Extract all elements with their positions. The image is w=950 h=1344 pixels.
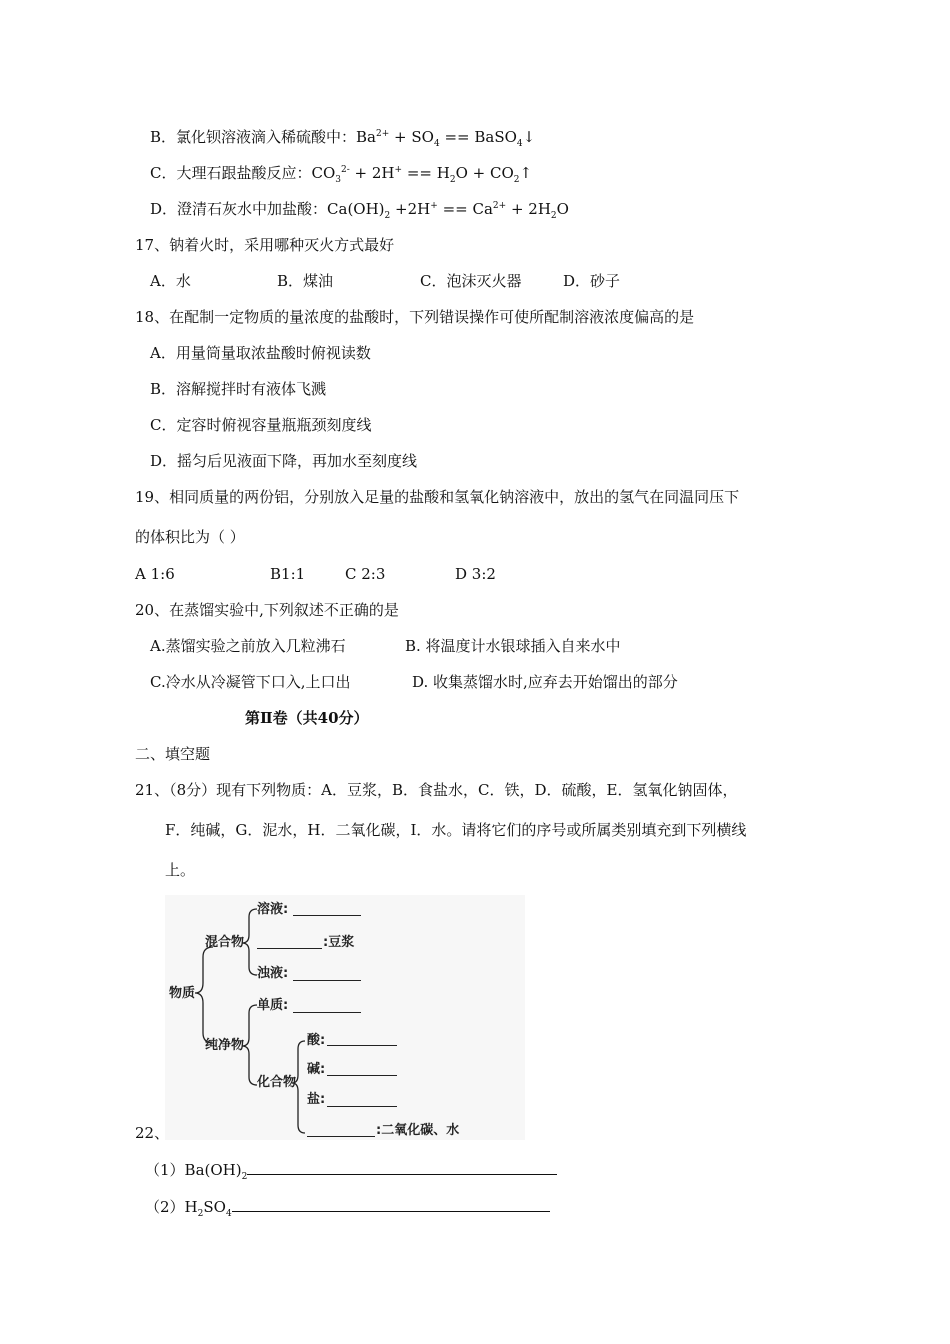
charge: +: [394, 165, 403, 175]
formula-text: Ca(OH): [327, 200, 385, 218]
tree-suspension: 浊液:: [257, 966, 289, 981]
precipitate-arrow-icon: ↓: [522, 128, 536, 146]
q16-option-b-label: B．氯化钡溶液滴入稀硫酸中：: [150, 128, 357, 146]
q21-line2: F．纯碱，G．泥水，H．二氧化碳，I．水。请将它们的序号或所属类别填充到下列横线: [165, 821, 747, 839]
q18-option-b: B．溶解搅拌时有液体飞溅: [150, 380, 327, 398]
q16-option-b: [150, 127, 535, 147]
tree-base: 碱:: [307, 1062, 326, 1077]
formula-text: == Ca: [437, 200, 493, 218]
classification-tree-diagram: [165, 895, 525, 1140]
q22-part2-formula: （2）H: [145, 1198, 198, 1216]
tree-colloid-suffix: :豆浆: [323, 935, 355, 950]
q17-option-d: D．砂子: [563, 272, 621, 290]
q20-option-d: D. 收集蒸馏水时,应弃去开始馏出的部分: [412, 673, 678, 691]
q22-part1-answer-blank[interactable]: [247, 1160, 557, 1175]
q19-option-c: C 2:3: [345, 565, 386, 583]
tree-pure: 纯净物: [205, 1038, 245, 1053]
tree-brackets: [165, 895, 525, 1140]
subscript: 4: [433, 139, 440, 149]
subscript: 2: [197, 1209, 204, 1219]
q17-option-b: B．煤油: [277, 272, 334, 290]
tree-mixture: 混合物: [205, 935, 245, 950]
q19-stem-line1: 19、相同质量的两份铝，分别放入足量的盐酸和氢氧化钠溶液中，放出的氢气在同温同压下: [135, 488, 740, 506]
q21-line1: 21、（8分）现有下列物质：A．豆浆，B．食盐水，C．铁，D．硫酸，E．氢氧化钠固体，: [135, 781, 738, 799]
q19-option-b: B1:1: [270, 565, 306, 583]
subscript: 2: [241, 1172, 248, 1182]
formula-text: O + CO: [455, 164, 514, 182]
formula-text: + 2H: [506, 200, 551, 218]
tree-acid: 酸:: [307, 1033, 326, 1048]
charge: 2+: [492, 201, 507, 211]
charge: 2+: [376, 129, 390, 139]
q22-part1-formula: （1）Ba(OH): [145, 1161, 242, 1179]
q20-option-c: C.冷水从冷凝管下口入,上口出: [150, 673, 351, 691]
formula-text: == BaSO: [439, 128, 517, 146]
q22-label: 22、: [135, 1124, 170, 1142]
gas-arrow-icon: ↑: [519, 164, 533, 182]
q20-option-b: B. 将温度计水银球插入自来水中: [405, 637, 621, 655]
subscript: 2: [513, 175, 520, 185]
q20-stem: 20、在蒸馏实验中,下列叙述不正确的是: [135, 601, 399, 619]
section-heading: 二、填空题: [135, 745, 211, 763]
tree-salt: 盐:: [307, 1092, 326, 1107]
tree-root: 物质: [169, 986, 196, 1001]
subscript: 2: [449, 175, 456, 185]
subscript: 2: [550, 211, 557, 221]
q22-part2-answer-blank[interactable]: [232, 1197, 550, 1212]
pure-brace: [242, 1005, 257, 1085]
formula-text: CO: [311, 164, 336, 182]
q18-option-c: C．定容时俯视容量瓶瓶颈刻度线: [150, 416, 372, 434]
q20-option-a: A.蒸馏实验之前放入几粒沸石: [150, 637, 346, 655]
q19-option-d: D 3:2: [455, 565, 496, 583]
root-brace: [195, 947, 213, 1043]
q16-option-d: [150, 199, 569, 219]
blank-acid[interactable]: [327, 1045, 397, 1046]
formula-text: == H: [402, 164, 450, 182]
formula-text: O: [556, 200, 569, 218]
subscript: 4: [516, 139, 523, 149]
q17-option-c: C．泡沫灭火器: [420, 272, 522, 290]
q18-stem: 18、在配制一定物质的量浓度的盐酸时，下列错误操作可使所配制溶液浓度偏高的是: [135, 308, 695, 326]
q22-part2: [145, 1197, 550, 1217]
tree-compound: 化合物: [257, 1075, 297, 1090]
q17-stem: 17、钠着火时，采用哪种灭火方式最好: [135, 236, 395, 254]
charge: 2-: [341, 165, 350, 175]
blank-salt[interactable]: [327, 1106, 397, 1107]
blank-oxide[interactable]: [307, 1136, 375, 1137]
q19-stem-line2: 的体积比为（ ）: [135, 528, 245, 546]
formula-text: SO: [203, 1198, 226, 1216]
formula-text: Ba: [356, 128, 376, 146]
blank-suspension[interactable]: [293, 980, 361, 981]
q22-part1: [145, 1160, 557, 1180]
q21-line3: 上。: [165, 861, 196, 879]
blank-colloid[interactable]: [257, 948, 322, 949]
blank-solution[interactable]: [293, 915, 361, 916]
tree-oxide-suffix: :二氧化碳、水: [376, 1123, 460, 1138]
q17-option-a: A．水: [150, 272, 191, 290]
section-title: 第Ⅱ卷（共40分）: [245, 709, 369, 727]
q16-option-c: [150, 163, 532, 183]
charge: +: [430, 201, 438, 211]
tree-solution: 溶液:: [257, 902, 289, 917]
q18-option-d: D．摇匀后见液面下降，再加水至刻度线: [150, 452, 418, 470]
q16-option-c-label: C．大理石跟盐酸反应：: [150, 164, 312, 182]
q19-option-a: A 1:6: [135, 565, 175, 583]
q16-option-d-label: D．澄清石灰水中加盐酸：: [150, 200, 328, 218]
subscript: 3: [335, 175, 341, 185]
formula-text: +2H: [390, 200, 431, 218]
tree-element: 单质:: [257, 998, 289, 1013]
subscript: 4: [225, 1209, 232, 1219]
blank-element[interactable]: [293, 1012, 361, 1013]
mixture-brace: [242, 909, 257, 975]
subscript: 2: [384, 211, 391, 221]
formula-text: + 2H: [349, 164, 395, 182]
q18-option-a: A．用量筒量取浓盐酸时俯视读数: [150, 344, 371, 362]
formula-text: + SO: [389, 128, 434, 146]
blank-base[interactable]: [327, 1075, 397, 1076]
